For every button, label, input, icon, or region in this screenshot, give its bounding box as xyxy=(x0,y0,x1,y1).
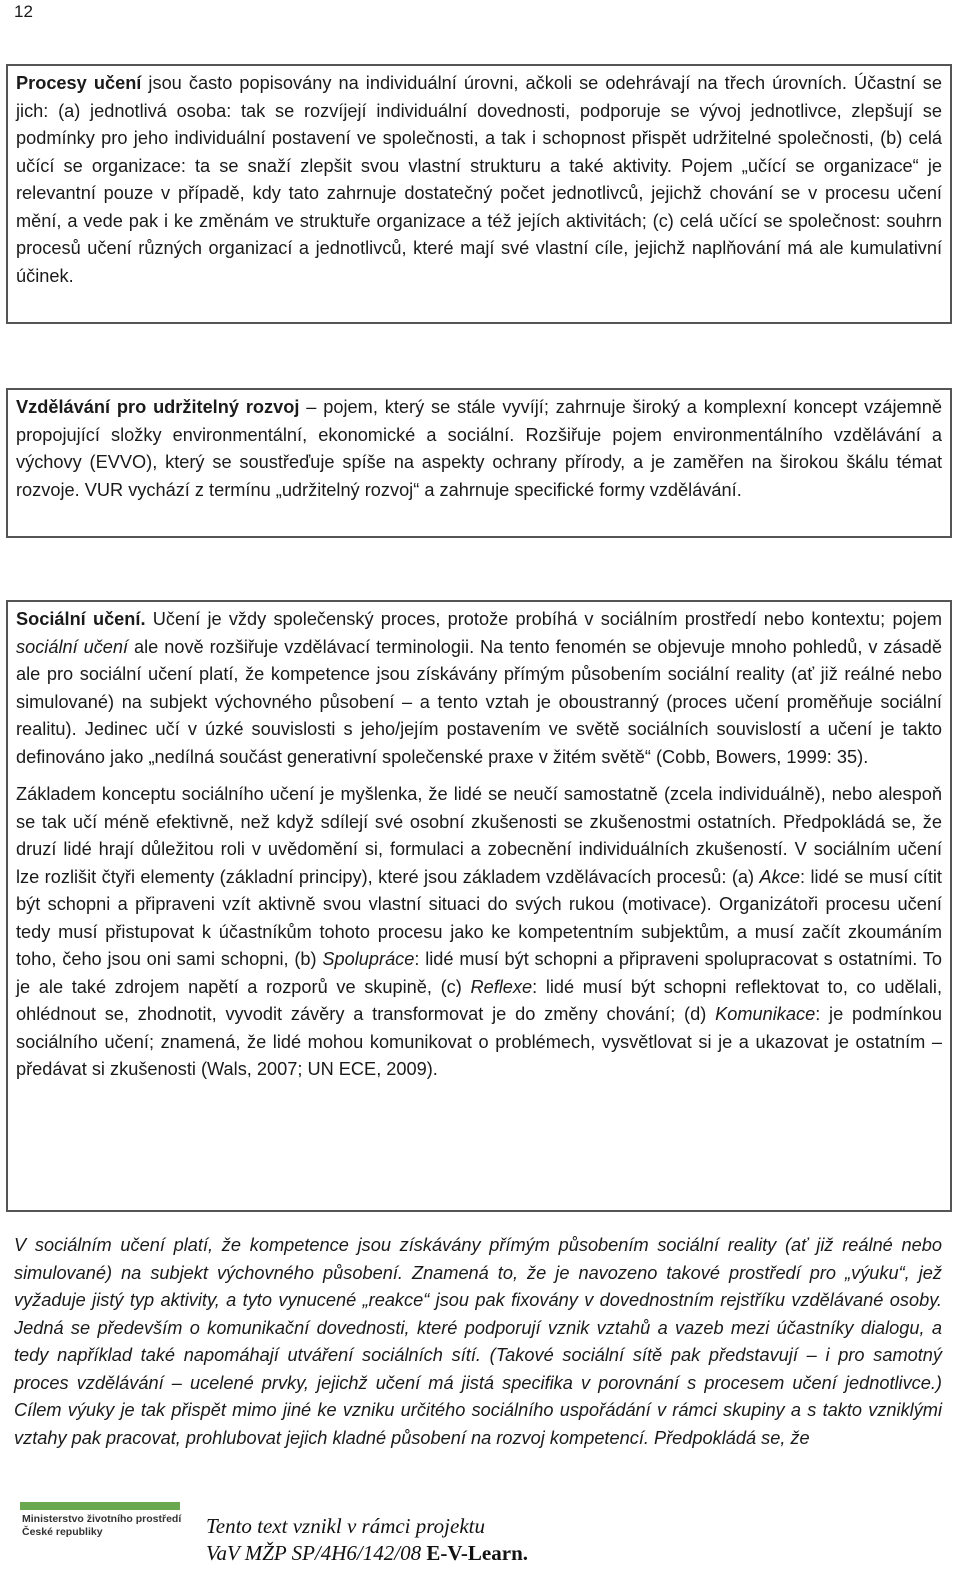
definition-text: jsou často popisovány na individuální úrovni, ačkoli se odehrávají na třech úrovních. Účastní se jich: (a) jednotlivá osoba: tak se rozvíjejí individuální dovednosti, podporuje se vývoj jednotlivce, zlepšují se podmínky pro jeho individuální postavení ve společnosti, a tak i schopnost přispět udržitelné společnosti, (b) celá učící se organizace: ta se snaží zlepšit svou vlastní strukturu a také aktivity. Pojem „učící se organizace“ je relevantní pouze v případě, kdy tato zahrnuje dostatečný počet jednotlivců, jejichž chování se v procesu učení mění, a vede pak i ke změnám ve struktuře organizace a též jejích aktivitách; (c) celá učící se společnost: souhrn procesů učení různých organizací a jednotlivců, které mají své vlastní cíle, jejichž naplňování má ale kumulativní účinek. xyxy=(16,73,942,286)
logo-line-2: České republiky xyxy=(22,1526,103,1538)
emphasis: sociální učení xyxy=(16,636,129,657)
footer-project-code: VaV MŽP SP/4H6/142/08 xyxy=(206,1541,427,1565)
text-run: ale nově rozšiřuje vzdělávací terminologii. Na tento fenomén se objevuje mnoho pohledů, v zásadě ale pro sociální učení platí, že kompetence jsou získávány přímým působením sociální reality (ať již reálné nebo simulované) na subjekt výchovného působení – a tento vztah je oboustranný (proces učení proměňuje sociální realitu). Jedinec učí v úzké souvislosti s jeho/jejím postavením ve světě sociálních souvislostí a učení je takto definováno jako „nedílná součást generativní společenské praxe v žitém světě“ (Cobb, Bowers, 1999: 35). xyxy=(16,636,943,767)
text-run: : lidé musí být schopni a připraveni spolupracovat s ostatními. To je ale také zdrojem napětí a rozporů ve skupině, (c) xyxy=(16,949,942,997)
ministry-logo xyxy=(20,1502,180,1564)
footer-line-2 xyxy=(206,1540,528,1567)
term-heading: Sociální učení. xyxy=(16,609,146,629)
text-run: : je podmínkou sociálního učení; znamená, že lidé mohou komunikovat o problémech, vysvětlovat si je a ukazovat je ostatním – předávat si zkušenosti (Wals, 2007; UN ECE, 2009). xyxy=(16,1004,942,1079)
text-run: Učení je vždy společenský proces, protože probíhá v sociálním prostředí nebo kontextu; pojem xyxy=(145,609,942,629)
text-run: : lidé musí být schopni reflektovat to, co udělali, ohlédnout se, zhodnotit, vyvodit závěry a transformovat je do změny chování; (d) xyxy=(16,976,943,1024)
box-paragraph xyxy=(16,394,942,504)
emphasis: Akce xyxy=(759,866,800,887)
logo-line-1: Ministerstvo životního prostředí xyxy=(22,1513,182,1525)
emphasis: Komunikace xyxy=(715,1004,816,1024)
text-run: Základem konceptu sociálního učení je myšlenka, že lidé se neučí samostatně (zcela individuálně), nebo alespoň se tak učí méně efektivně, než když sdílejí své osobní zkušenosti se zkušenostmi ostatních. Předpokládá se, že druzí lidé hrají důležitou roli v uvědomění si, formulaci a zobecnění individuálních zkušeností. V sociálním učení lze rozlišit čtyři elementy (základní principy), které jsou základem vzdělávacích procesů: (a) xyxy=(16,784,942,887)
text-run: : lidé se musí cítit být schopni a připraveni vzít aktivně svou vlastní situaci do svých rukou (motivace). Organizátoři procesu učení tedy musí přistupovat k účastníkům tohoto procesu jako ke kompetentním subjektům, a musí začít zkoumáním toho, čeho jsou oni sami schopni, (b) xyxy=(16,866,942,969)
emphasis: Reflexe xyxy=(470,976,533,997)
term-heading: Procesy učení xyxy=(16,73,142,93)
page-number: 12 xyxy=(14,2,33,21)
logo-band xyxy=(20,1502,180,1510)
definition-box-esd xyxy=(6,388,952,538)
box-paragraph xyxy=(16,70,942,290)
logo-text xyxy=(22,1513,180,1539)
emphasis: Spolupráce xyxy=(322,949,415,969)
footer-project-name: E-V-Learn. xyxy=(426,1541,529,1565)
definition-box-social-learning xyxy=(6,600,952,1212)
definition-text: – pojem, který se stále vyvíjí; zahrnuje široký a komplexní koncept vzájemně propojující složky environmentální, ekonomické a sociální. Rozšiřuje pojem environmentálního vzdělávání a výchovy (EVVO), který se soustřeďuje spíše na aspekty ochrany přírody, a je zaměřen na širokou škálu témat rozvoje. VUR vychází z termínu „udržitelný rozvoj“ a zahrnuje specifické formy vzdělávání. xyxy=(16,397,942,500)
definition-box-learning-processes xyxy=(6,64,952,324)
term-heading: Vzdělávání pro udržitelný rozvoj xyxy=(16,397,300,417)
box-paragraph-2 xyxy=(16,781,942,1084)
footer-line-1: Tento text vznikl v rámci projektu xyxy=(206,1514,485,1538)
project-footer xyxy=(206,1513,528,1567)
italic-paragraph: V sociálním učení platí, že kompetence jsou získávány přímým působením sociální reality (ať již reálné nebo simulované) na subjekt výchovného působení. Znamená to, že je navozeno takové prostředí pro „výuku“, jež vyžaduje jistý typ aktivity, a tyto vynucené „reakce“ jsou pak fixovány v dovednostním rejstříku vzdělávané osoby. Jedná se především o komunikační dovednosti, které podporují vznik vztahů a vazeb mezi účastníky dialogu, a tedy například také napomáhají utváření sociálních sítí. (Takové sociální sítě pak představují – i pro samotný proces vzdělávání – ucelené prvky, jejichž učení má jistá specifika v porovnání s procesem učení jednotlivce.) Cílem výuky je tak přispět mimo jiné ke vzniku určitého sociálního uspořádání v rámci skupiny a s takto vzniklými vztahy pak pracovat, prohlubovat jejich kladné působení na rozvoj kompetencí. Předpokládá se, že xyxy=(14,1235,942,1448)
box-paragraph-1 xyxy=(16,606,942,771)
